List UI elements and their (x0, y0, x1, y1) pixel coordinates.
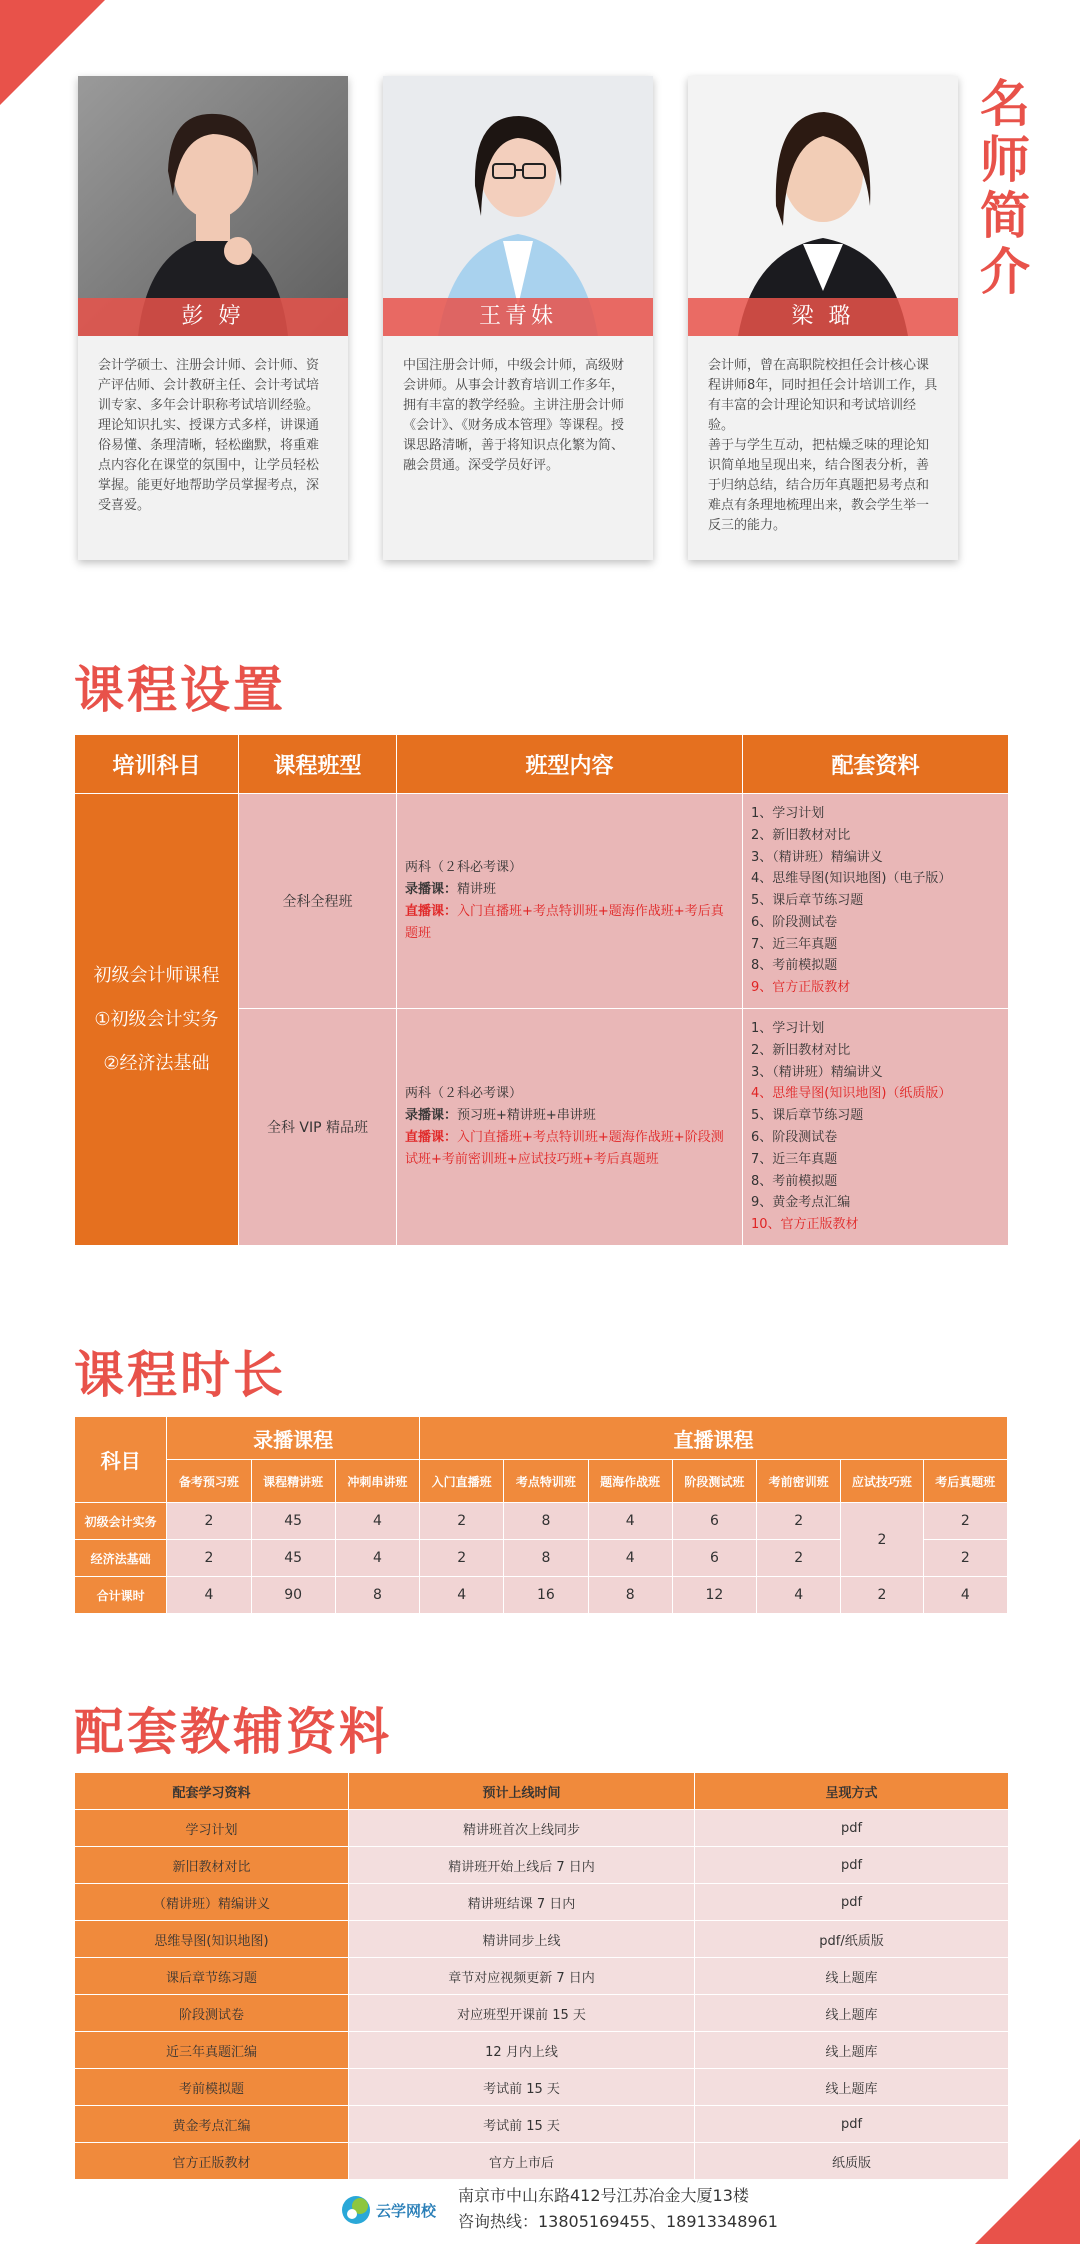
footer-address: 南京市中山东路412号江苏冶金大厦13楼 (458, 2186, 749, 2205)
table-cell: 2 (757, 1540, 841, 1577)
table-row (75, 2106, 1009, 2143)
table-header-cell: 配套学习资料 (75, 1773, 349, 1810)
table-cell: 90 (251, 1577, 335, 1614)
teacher-card (78, 76, 348, 560)
recorded-label: 录播课： (405, 882, 458, 897)
subject-line: 初级会计师课程 (93, 964, 220, 986)
material-item: 4、思维导图(知识地图)（电子版） (751, 871, 952, 887)
materials-cell (743, 794, 1009, 1009)
material-item: 3、（精讲班）精编讲义 (751, 849, 883, 865)
table-cell: 线上题库 (695, 2032, 1009, 2069)
table-row (75, 794, 1009, 1009)
table-cell: 纸质版 (695, 2143, 1009, 2180)
subject-line: ①初级会计实务 (94, 1008, 219, 1030)
table-cell: 4 (588, 1503, 672, 1540)
content-line (405, 901, 734, 945)
table-cell: 考试前 15 天 (349, 2106, 695, 2143)
table-header-cell: 课程精讲班 (251, 1460, 335, 1503)
subject-cell (75, 794, 239, 1246)
material-item: 2、新旧教材对比 (751, 827, 851, 843)
table-cell: 6 (672, 1503, 756, 1540)
table-header-cell: 考点特训班 (504, 1460, 588, 1503)
table-cell: 学习计划 (75, 1810, 349, 1847)
teacher-description: 会计学硕士、注册会计师、会计师、资产评估师、会计教研主任、会计考试培训专家、多年会计职称考试培训经验。理论知识扎实、授课方式多样，讲课通俗易懂、条理清晰，轻松幽默，将重难点内容化在课堂的氛围中，让学员轻松掌握。能更好地帮助学员掌握考点，深受喜爱。 (98, 358, 320, 513)
footer-hotline: 咨询热线：13805169455、18913348961 (458, 2212, 778, 2231)
table-cell: 2 (420, 1540, 504, 1577)
table-cell: 2 (841, 1577, 923, 1614)
content-line: 两科（２科必考课） (405, 860, 523, 875)
table-header-cell: 阶段测试班 (672, 1460, 756, 1503)
table-header-cell: 考后真题班 (923, 1460, 1007, 1503)
table-cell: 4 (757, 1577, 841, 1614)
live-value: 入门直播班+考点特训班+题海作战班+考后真题班 (405, 904, 724, 941)
material-item: 6、阶段测试卷 (751, 914, 838, 930)
table-row (75, 1810, 1009, 1847)
table-row (75, 1958, 1009, 1995)
table-cell: 精讲班开始上线后 7 日内 (349, 1847, 695, 1884)
content-line: 两科（２科必考课） (405, 1086, 523, 1101)
course-duration-title: 课程时长 (74, 1346, 286, 1404)
content-line (405, 1127, 734, 1171)
table-header-cell: 入门直播班 (420, 1460, 504, 1503)
material-item: 3、（精讲班）精编讲义 (751, 1064, 883, 1080)
table-cell: pdf/纸质版 (695, 1921, 1009, 1958)
table-cell: 线上题库 (695, 2069, 1009, 2106)
teacher-card (383, 76, 653, 560)
teacher-photo (383, 76, 653, 336)
table-cell: 阶段测试卷 (75, 1995, 349, 2032)
table-cell: 4 (420, 1577, 504, 1614)
materials-table (74, 1772, 1009, 2180)
table-cell: 12 (672, 1577, 756, 1614)
live-value: 入门直播班+考点特训班+题海作战班+阶段测试班+考前密训班+应试技巧班+考后真题班 (405, 1130, 724, 1167)
recorded-label: 录播课： (405, 1108, 458, 1123)
recorded-value: 预习班+精讲班+串讲班 (457, 1108, 596, 1123)
teacher-description: 会计师，曾在高职院校担任会计核心课程讲师8年，同时担任会计培训工作，具有丰富的会计理论知识和考试培训经验。 善于与学生互动，把枯燥乏味的理论知识简单地呈现出来，结合图表分析，善于归纳总结，结合历年真题把易考点和难点有条理地梳理出来，教会学生举一反三的能力。 (708, 358, 938, 533)
table-row (75, 2032, 1009, 2069)
table-cell: pdf (695, 1810, 1009, 1847)
material-item: 4、思维导图(知识地图)（纸质版） (751, 1086, 952, 1102)
table-cell: 课后章节练习题 (75, 1958, 349, 1995)
table-cell: 精讲同步上线 (349, 1921, 695, 1958)
course-content-cell (397, 1009, 743, 1246)
material-item: 1、学习计划 (751, 805, 825, 821)
table-row (75, 1577, 1008, 1614)
table-header-row (75, 1460, 1008, 1503)
table-cell: 4 (923, 1577, 1007, 1614)
table-row (75, 1503, 1008, 1540)
table-header-cell: 录播课程 (167, 1417, 420, 1460)
material-item: 7、近三年真题 (751, 1151, 838, 1167)
material-item: 5、课后章节练习题 (751, 1108, 864, 1124)
course-content-cell (397, 794, 743, 1009)
material-item: 1、学习计划 (751, 1021, 825, 1037)
table-header-cell: 应试技巧班 (841, 1460, 923, 1503)
table-cell: 2 (841, 1503, 923, 1577)
table-cell: 4 (335, 1540, 419, 1577)
table-cell: 线上题库 (695, 1995, 1009, 2032)
content-line (405, 1105, 734, 1127)
teacher-section (78, 76, 958, 560)
table-cell: 精讲班首次上线同步 (349, 1810, 695, 1847)
teacher-name: 王青妹 (383, 298, 653, 336)
teacher-photo (688, 76, 958, 336)
table-cell: 线上题库 (695, 1958, 1009, 1995)
table-cell: 16 (504, 1577, 588, 1614)
table-cell: 2 (167, 1503, 251, 1540)
table-cell: 章节对应视频更新 7 日内 (349, 1958, 695, 1995)
material-item: 9、黄金考点汇编 (751, 1195, 851, 1211)
live-label: 直播课： (405, 1130, 458, 1145)
course-setup-title: 课程设置 (74, 661, 286, 719)
table-cell: 黄金考点汇编 (75, 2106, 349, 2143)
table-cell: 6 (672, 1540, 756, 1577)
materials-title: 配套教辅资料 (74, 1703, 392, 1761)
table-cell: 精讲班结课 7 日内 (349, 1884, 695, 1921)
table-header-cell: 题海作战班 (588, 1460, 672, 1503)
table-header-row (75, 1417, 1008, 1460)
table-row (75, 1884, 1009, 1921)
table-header-cell: 直播课程 (420, 1417, 1008, 1460)
table-header-cell: 呈现方式 (695, 1773, 1009, 1810)
material-item: 5、课后章节练习题 (751, 893, 864, 909)
table-cell: 12 月内上线 (349, 2032, 695, 2069)
table-header-cell: 培训科目 (75, 735, 239, 794)
subject-line: ②经济法基础 (103, 1052, 210, 1074)
table-header-cell: 冲刺串讲班 (335, 1460, 419, 1503)
teacher-name: 梁 璐 (688, 298, 958, 336)
table-row (75, 2143, 1009, 2180)
table-cell: pdf (695, 1847, 1009, 1884)
content-line (405, 879, 734, 901)
course-type-cell: 全科全程班 (239, 794, 397, 1009)
course-duration-table (74, 1416, 1008, 1614)
table-cell: 近三年真题汇编 (75, 2032, 349, 2069)
table-cell: 2 (420, 1503, 504, 1540)
table-header-cell: 科目 (75, 1417, 167, 1503)
table-header-row (75, 1773, 1009, 1810)
teacher-section-title: 名师简介 (980, 75, 1030, 301)
live-label: 直播课： (405, 904, 458, 919)
logo-text: 云学网校 (376, 2202, 437, 2220)
table-cell: 对应班型开课前 15 天 (349, 1995, 695, 2032)
table-row (75, 1995, 1009, 2032)
material-item: 8、考前模拟题 (751, 1173, 838, 1189)
table-header-cell: 考前密训班 (757, 1460, 841, 1503)
table-cell: 8 (504, 1503, 588, 1540)
table-header-cell: 课程班型 (239, 735, 397, 794)
table-cell: 2 (923, 1540, 1007, 1577)
table-cell: 45 (251, 1503, 335, 1540)
table-cell: 考试前 15 天 (349, 2069, 695, 2106)
table-cell: （精讲班）精编讲义 (75, 1884, 349, 1921)
teacher-photo (78, 76, 348, 336)
table-cell: 2 (757, 1503, 841, 1540)
row-header-cell: 经济法基础 (75, 1540, 167, 1577)
table-header-cell: 备考预习班 (167, 1460, 251, 1503)
table-cell: 考前模拟题 (75, 2069, 349, 2106)
row-header-cell: 初级会计实务 (75, 1503, 167, 1540)
table-cell: 思维导图(知识地图) (75, 1921, 349, 1958)
table-cell: 45 (251, 1540, 335, 1577)
material-item: 10、官方正版教材 (751, 1217, 859, 1233)
material-item: 9、官方正版教材 (751, 980, 851, 996)
footer-contact (458, 2183, 778, 2235)
table-cell: 4 (167, 1577, 251, 1614)
table-cell: 8 (335, 1577, 419, 1614)
table-header-cell: 班型内容 (397, 735, 743, 794)
material-item: 7、近三年真题 (751, 936, 838, 952)
table-row (75, 1847, 1009, 1884)
materials-cell (743, 1009, 1009, 1246)
table-cell: 2 (923, 1503, 1007, 1540)
table-cell: 8 (504, 1540, 588, 1577)
table-header-cell: 配套资料 (743, 735, 1009, 794)
table-cell: 官方正版教材 (75, 2143, 349, 2180)
table-row (75, 2069, 1009, 2106)
table-row (75, 1921, 1009, 1958)
table-cell: 4 (335, 1503, 419, 1540)
table-cell: pdf (695, 2106, 1009, 2143)
course-setup-table (74, 734, 1009, 1246)
teacher-description: 中国注册会计师，中级会计师，高级财会讲师。从事会计教育培训工作多年，拥有丰富的教学经验。主讲注册会计师《会计》、《财务成本管理》等课程。授课思路清晰，善于将知识点化繁为简、融会贯通。深受学员好评。 (403, 358, 625, 473)
teacher-name: 彭 婷 (78, 298, 348, 336)
teacher-card (688, 76, 958, 560)
table-header-row (75, 735, 1009, 794)
row-header-cell: 合计课时 (75, 1577, 167, 1614)
logo (338, 2190, 448, 2230)
table-cell: 4 (588, 1540, 672, 1577)
table-header-cell: 预计上线时间 (349, 1773, 695, 1810)
material-item: 6、阶段测试卷 (751, 1130, 838, 1145)
table-cell: pdf (695, 1884, 1009, 1921)
table-cell: 8 (588, 1577, 672, 1614)
material-item: 8、考前模拟题 (751, 958, 838, 974)
table-cell: 新旧教材对比 (75, 1847, 349, 1884)
course-type-cell: 全科 VIP 精品班 (239, 1009, 397, 1246)
table-cell: 2 (167, 1540, 251, 1577)
table-cell: 官方上市后 (349, 2143, 695, 2180)
material-item: 2、新旧教材对比 (751, 1042, 851, 1058)
recorded-value: 精讲班 (457, 882, 497, 897)
